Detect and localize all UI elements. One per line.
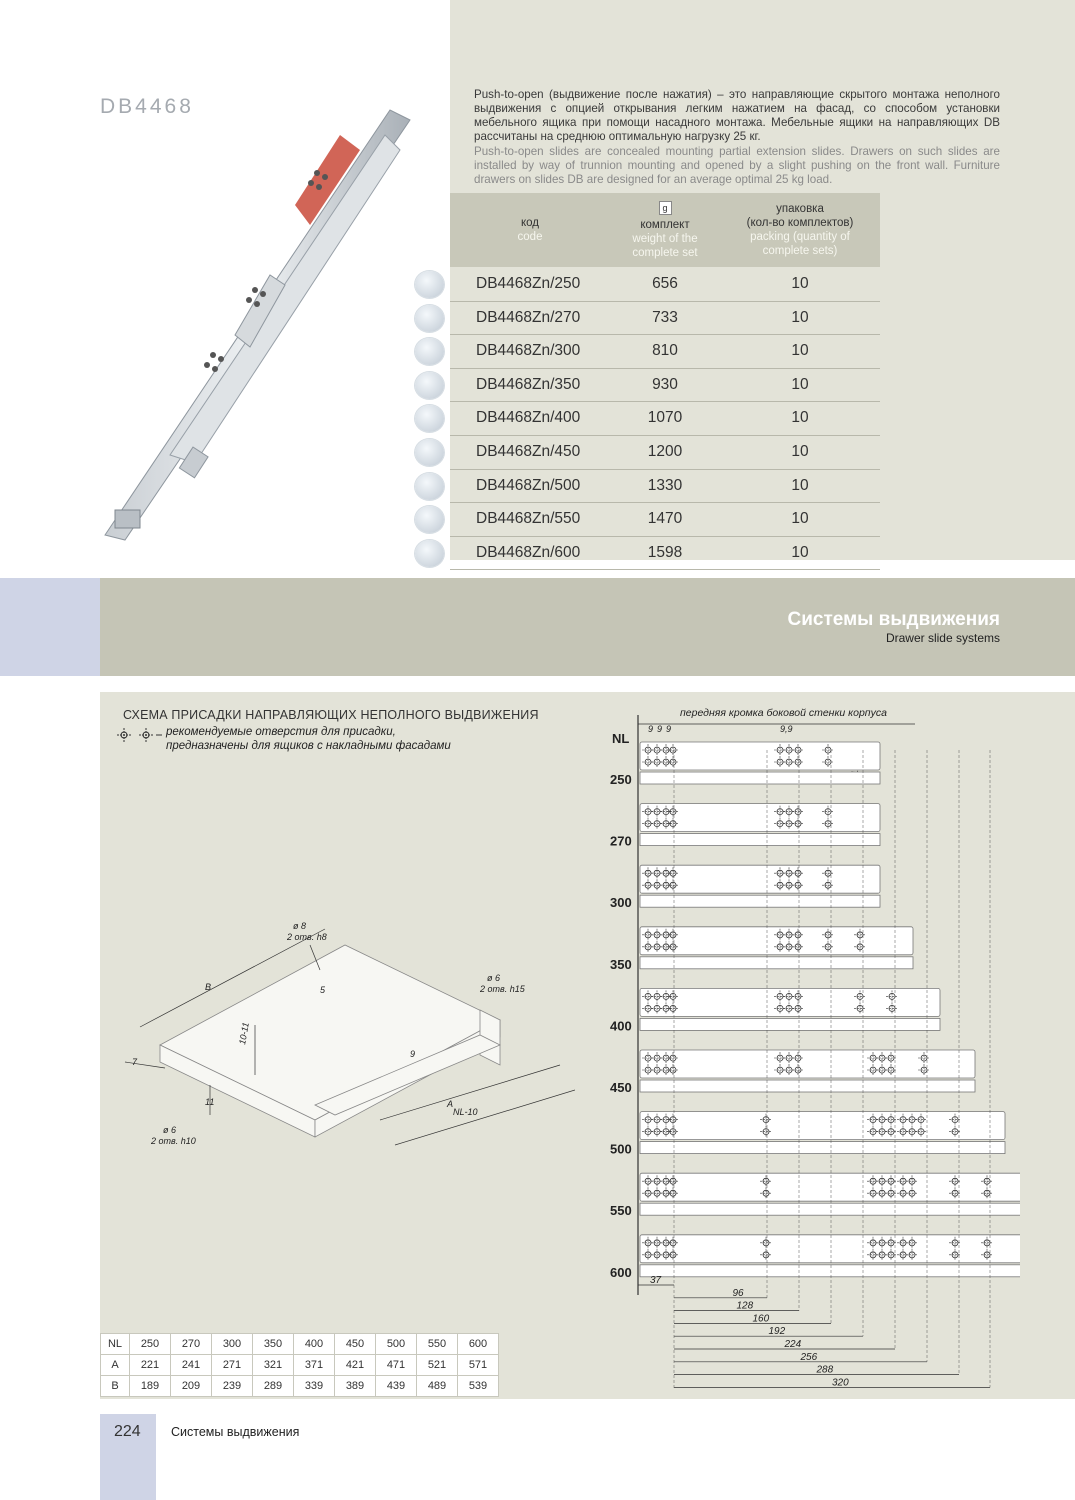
row-code: DB4468Zn/550 [476, 510, 581, 528]
dimension-cell: 321 [253, 1355, 294, 1376]
slide-rail [640, 957, 913, 969]
row-weight: 1330 [647, 476, 683, 494]
nl-value: 450 [610, 1080, 632, 1095]
dimension-cell: 500 [376, 1334, 417, 1355]
label-dim-5: 5 [320, 985, 326, 995]
dimension-cell: 189 [130, 1376, 171, 1397]
finish-swatch-icon [415, 338, 444, 365]
bottom-dimension: 256 [800, 1351, 818, 1363]
row-weight: 1200 [647, 442, 683, 460]
table-row [450, 537, 880, 571]
bottom-dimension: 160 [752, 1313, 770, 1325]
row-packing: 10 [791, 275, 809, 292]
finish-swatch-icon [415, 473, 444, 500]
label-hole6a: ø 6 [487, 973, 501, 983]
row-code: DB4468Zn/500 [476, 476, 581, 494]
slide-rail [640, 772, 880, 784]
row-code: DB4468Zn/600 [476, 543, 581, 561]
row-weight: 1070 [647, 409, 683, 427]
nl-value: 350 [610, 956, 632, 972]
table-row [450, 268, 880, 302]
slide-rail [640, 1142, 1005, 1154]
finish-swatch-icon [415, 271, 444, 298]
slide-rail [640, 834, 880, 846]
header-pack-en-2: complete sets) [762, 245, 838, 257]
dimension-cell: 371 [294, 1355, 335, 1376]
row-weight: 1470 [647, 510, 683, 528]
legend-text [166, 726, 451, 753]
description-en: Push-to-open slides are concealed mounting partial extension slides. Drawers on such slides are installed by way of trunnion mounting and opened by a slight pushing on the front wall. Furniture drawers on slides DB are designed for an average optimal 25 kg load. [474, 145, 1000, 186]
dimension-cell: 571 [458, 1355, 499, 1376]
dimension-row [101, 1355, 499, 1376]
row-weight: 656 [652, 275, 678, 292]
label-hole6b-note: 2 отв. h10 [151, 1136, 196, 1146]
top-dimension: 9 [657, 724, 663, 734]
finish-swatch-icon [415, 540, 444, 567]
table-row [450, 402, 880, 436]
bottom-dimension: 288 [816, 1364, 834, 1376]
slide-profile [640, 927, 913, 955]
dimension-cell: 521 [417, 1355, 458, 1376]
front-edge-label: передняя кромка боковой стенки корпуса [680, 707, 887, 719]
legend-line-2: предназначены для ящиков с накладными фасадами [166, 739, 451, 752]
row-code: DB4468Zn/350 [476, 375, 581, 393]
table-row [450, 503, 880, 537]
dimension-cell: 270 [171, 1334, 212, 1355]
row-packing: 10 [791, 342, 809, 360]
row-code: DB4468Zn/250 [476, 275, 581, 292]
dimension-cell: 539 [458, 1376, 499, 1397]
dimension-cell: 271 [212, 1355, 253, 1376]
bottom-dimension: 320 [832, 1377, 849, 1389]
nl-label: NL [612, 731, 630, 746]
dimension-cell: 289 [253, 1376, 294, 1397]
legend-line-1: рекомендуемые отверстия для присадки, [166, 726, 396, 738]
row-weight: 930 [652, 375, 678, 393]
dimension-cell: 400 [294, 1334, 335, 1355]
row-code: DB4468Zn/400 [476, 409, 581, 427]
header-pack-ru-1: упаковка [776, 203, 824, 215]
crosshair-legend-icon [114, 727, 164, 743]
row-packing: 10 [791, 543, 809, 561]
dimension-cell: 389 [335, 1376, 376, 1397]
slide-profile [640, 804, 880, 832]
row-weight: 1598 [647, 543, 683, 561]
drawer-isometric-diagram [115, 915, 575, 1160]
dimension-cell: A [101, 1355, 130, 1376]
description-ru: Push-to-open (выдвижение после нажатия) – это направляющие скрытого монтажа неполного выдвижения с опцией открывания легким нажатием на фасад, со способом установки мебельного ящика при помощи насадного монтажа. Мебельные ящики на направляющих DB рассчитаны на среднюю оптимальную нагрузку 25 кг. [474, 88, 1000, 143]
table-row [450, 302, 880, 336]
header-weight-en-1: weight of the [632, 232, 698, 245]
dimension-cell: 350 [253, 1334, 294, 1355]
row-packing: 10 [791, 510, 809, 528]
row-weight: 733 [652, 308, 678, 326]
finish-swatch-icon [415, 305, 444, 332]
label-hole8-note: 2 отв. h8 [287, 932, 327, 942]
nl-value: 500 [610, 1141, 632, 1157]
drilling-diagram [600, 710, 1020, 1390]
dimension-table [100, 1333, 499, 1397]
model-title: DB4468 [100, 95, 194, 118]
dimension-cell: 250 [130, 1334, 171, 1355]
dimension-cell: 489 [417, 1376, 458, 1397]
finish-swatch-icon [415, 439, 444, 466]
dimension-cell: 471 [376, 1355, 417, 1376]
dimension-cell: B [101, 1376, 130, 1397]
slide-profile [640, 742, 880, 770]
table-header [450, 193, 880, 267]
nl-value: 270 [610, 833, 632, 849]
dimension-cell: NL [101, 1334, 130, 1355]
label-hole6a-note: 2 отв. h15 [480, 984, 525, 994]
dimension-row [101, 1376, 499, 1397]
dimension-cell: 239 [212, 1376, 253, 1397]
table-row [450, 369, 880, 403]
slide-profile [640, 1112, 1005, 1140]
dimension-cell: 241 [171, 1355, 212, 1376]
label-dim-9: 9 [410, 1049, 416, 1059]
band-title: Системы выдвижения [787, 609, 1000, 630]
slide-rail [640, 1265, 1020, 1277]
slide-rail [640, 895, 880, 907]
table-row [450, 436, 880, 470]
header-pack-ru-2: (кол-во комплектов) [746, 217, 854, 229]
top-dimension: 9 [648, 724, 654, 734]
header-pack-en-1: packing (quantity of [750, 231, 850, 243]
row-packing: 10 [791, 308, 809, 326]
dimension-cell: 421 [335, 1355, 376, 1376]
bottom-dimension: 192 [768, 1326, 786, 1338]
band-accent [0, 578, 100, 676]
schema-title: СХЕМА ПРИСАДКИ НАПРАВЛЯЮЩИХ НЕПОЛНОГО ВЫДВИЖЕНИЯ [123, 708, 539, 722]
dimension-cell: 550 [417, 1334, 458, 1355]
header-weight-en-2: complete set [632, 246, 698, 259]
row-code: DB4468Zn/450 [476, 442, 581, 460]
row-packing: 10 [791, 409, 809, 427]
row-code: DB4468Zn/300 [476, 342, 581, 360]
finish-swatch-icon [415, 506, 444, 533]
table-row [450, 335, 880, 369]
dimension-cell: 450 [335, 1334, 376, 1355]
slide-rail [640, 1080, 975, 1092]
row-code: DB4468Zn/270 [476, 308, 581, 326]
dimension-cell: 439 [376, 1376, 417, 1397]
header-code-en: code [517, 231, 543, 243]
label-dim-b: B [205, 982, 212, 992]
product-table-body [450, 268, 880, 570]
bottom-dimension: 224 [784, 1339, 802, 1350]
nl-value: 300 [610, 895, 632, 911]
nl-value: 600 [610, 1264, 632, 1280]
label-dim-11: 11 [205, 1097, 215, 1107]
dimension-cell: 600 [458, 1334, 499, 1355]
label-hole8: ø 8 [293, 921, 307, 931]
slide-rail [640, 1203, 1020, 1215]
finish-swatch-icon [415, 405, 444, 432]
nl-value: 250 [610, 772, 632, 787]
top-dimension: 9 [666, 724, 672, 734]
bottom-dimension: 128 [736, 1300, 754, 1312]
label-hole6b: ø 6 [163, 1125, 177, 1135]
header-code-ru: код [520, 217, 539, 229]
slide-profile [640, 1235, 1020, 1263]
footer-section: Системы выдвижения [171, 1425, 300, 1439]
label-dim-7: 7 [132, 1057, 138, 1067]
row-packing: 10 [791, 375, 809, 393]
row-weight: 810 [652, 342, 678, 360]
finish-swatch-icon [415, 372, 444, 399]
nl-value: 550 [610, 1203, 632, 1219]
nl-value: 400 [610, 1018, 632, 1034]
bottom-dimension: 37 [650, 1275, 662, 1286]
drawer-slide-image [95, 95, 425, 545]
band-subtitle: Drawer slide systems [885, 631, 1000, 645]
slide-profile [640, 865, 880, 893]
dimension-cell: 221 [130, 1355, 171, 1376]
label-dim-a: A [447, 1099, 454, 1109]
weight-icon: g [659, 201, 672, 215]
table-row [450, 470, 880, 504]
bottom-dimension: 96 [732, 1287, 744, 1299]
dimension-cell: 209 [171, 1376, 212, 1397]
dimension-cell: 300 [212, 1334, 253, 1355]
row-packing: 10 [791, 476, 809, 494]
dimension-row [101, 1334, 499, 1355]
dimension-cell: 339 [294, 1376, 335, 1397]
row-packing: 10 [791, 442, 809, 460]
slide-profile [640, 1173, 1020, 1201]
top-dimension: 9,9 [780, 724, 793, 734]
page-number: 224 [114, 1423, 141, 1440]
header-weight-ru: комплект [640, 218, 690, 231]
slide-profile [640, 1050, 975, 1078]
label-dim-nl10: NL-10 [453, 1107, 478, 1117]
label-dim-1011: 10-11 [237, 1021, 251, 1046]
